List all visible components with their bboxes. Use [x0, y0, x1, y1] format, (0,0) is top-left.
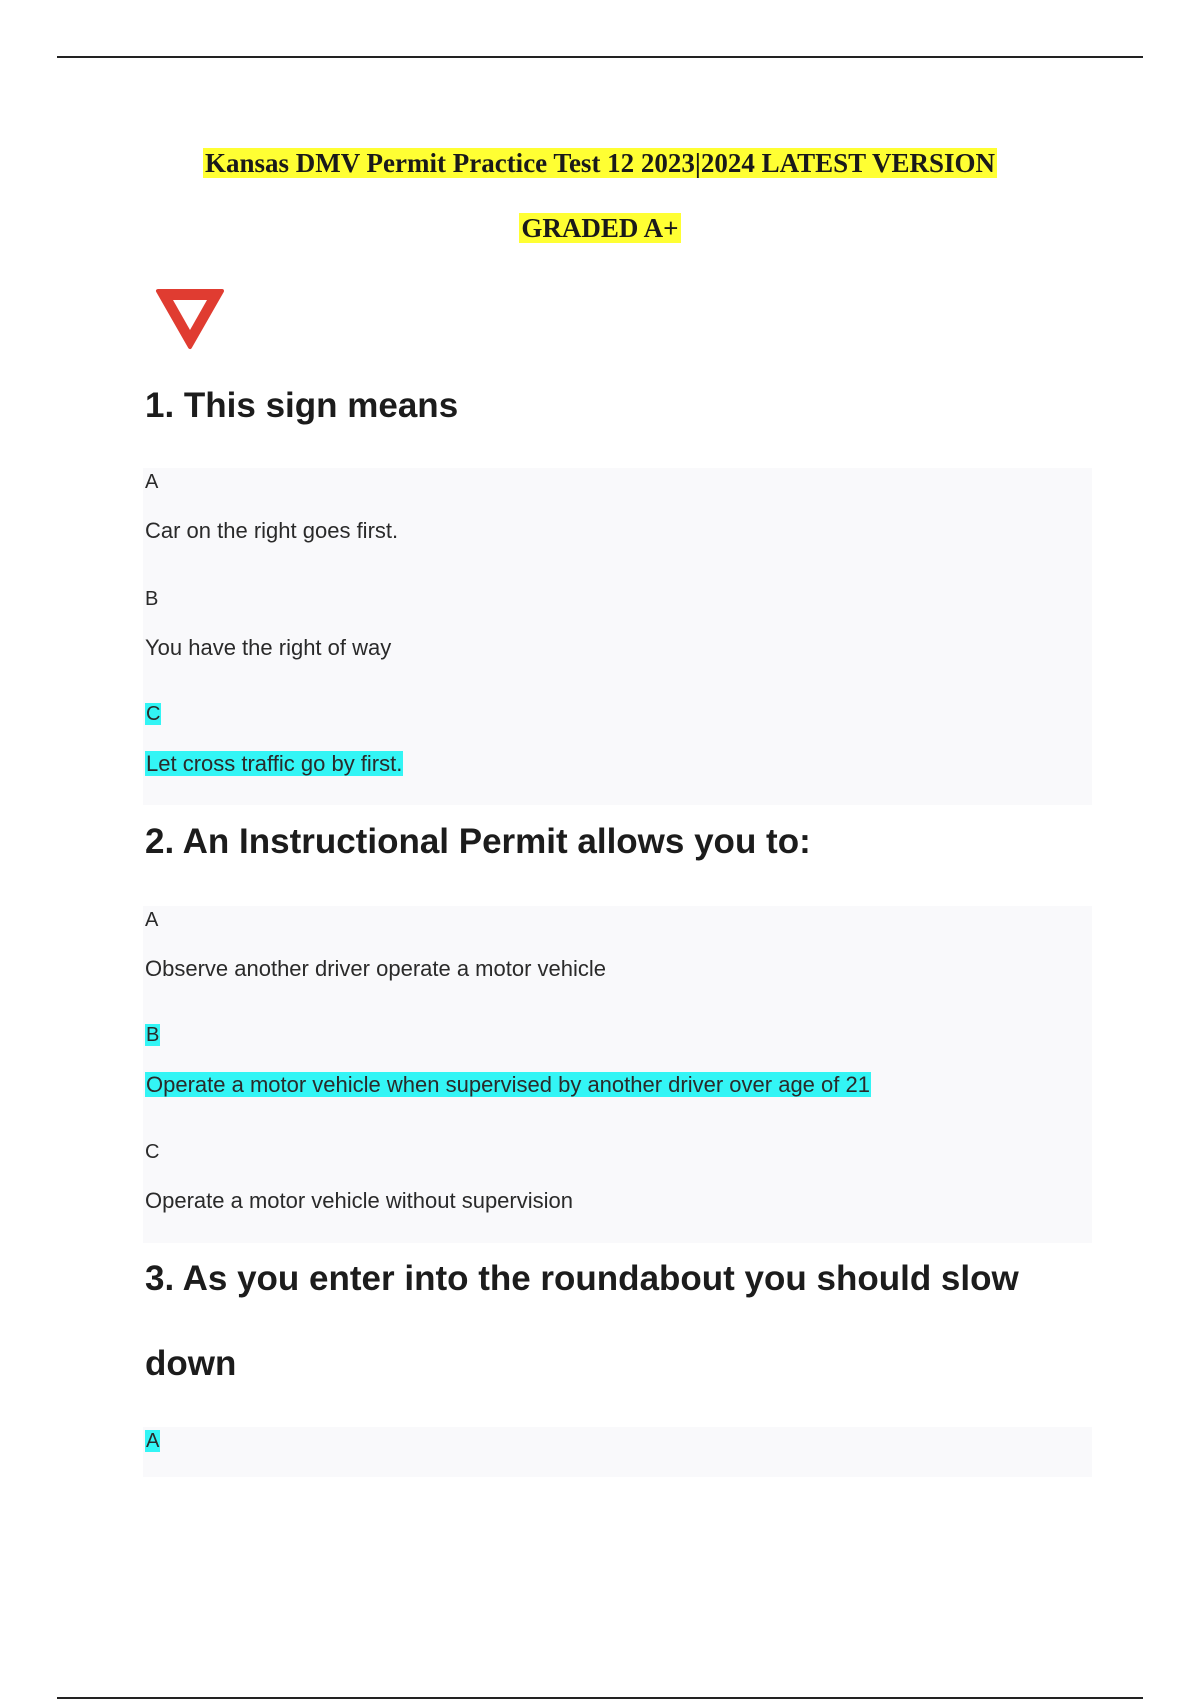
q2-option-c-text[interactable]: Operate a motor vehicle without supervision	[145, 1188, 573, 1213]
q1-option-b-text[interactable]: You have the right of way	[145, 635, 392, 660]
q1-option-c-text[interactable]: Let cross traffic go by first.	[146, 751, 403, 776]
q1-option-a-letter[interactable]: A	[145, 471, 159, 493]
q1-option-b-letter[interactable]: B	[145, 588, 159, 610]
bottom-rule	[57, 1697, 1143, 1699]
q2-option-b-text[interactable]: Operate a motor vehicle when supervised by another driver over age of 21	[146, 1072, 870, 1097]
q2-option-a-text[interactable]: Observe another driver operate a motor vehicle	[145, 956, 607, 981]
top-rule	[57, 56, 1143, 58]
q1-option-c-letter[interactable]: C	[146, 703, 161, 725]
q1-option-a-text[interactable]: Car on the right goes first.	[145, 518, 399, 543]
q2-option-c-letter[interactable]: C	[145, 1141, 160, 1163]
question-3-options-panel	[143, 1427, 1092, 1477]
document-title: Kansas DMV Permit Practice Test 12 2023|2024 LATEST VERSION	[205, 148, 995, 178]
question-3-title: 3. As you enter into the roundabout you should slow	[145, 1259, 1019, 1298]
question-3-title-continued: down	[145, 1344, 237, 1383]
question-2-title: 2. An Instructional Permit allows you to:	[145, 822, 811, 861]
q2-option-a-letter[interactable]: A	[145, 909, 159, 931]
q3-option-a-letter[interactable]: A	[146, 1430, 160, 1452]
yield-sign-icon	[154, 287, 226, 351]
document-subtitle: GRADED A+	[521, 213, 679, 243]
q2-option-b-letter[interactable]: B	[146, 1024, 160, 1046]
question-1-title: 1. This sign means	[145, 386, 459, 425]
